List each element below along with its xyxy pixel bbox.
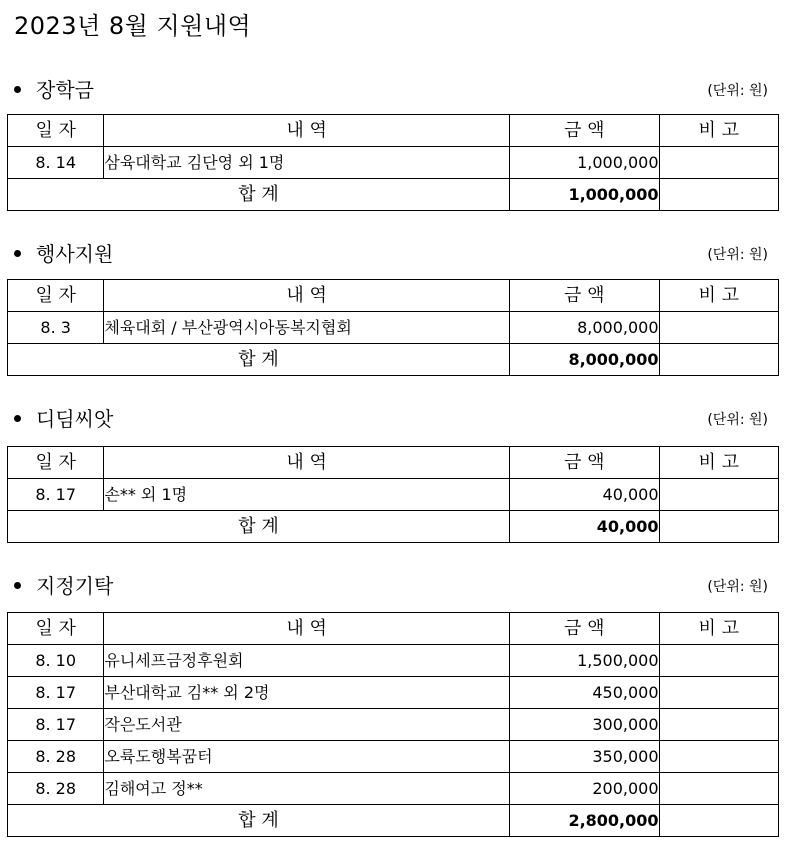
total-amount: 1,000,000 bbox=[509, 179, 659, 211]
support-table bbox=[7, 279, 779, 376]
section-designated-donation bbox=[0, 572, 786, 831]
total-label: 합 계 bbox=[8, 344, 510, 376]
unit-label: (단위: 원) bbox=[707, 247, 768, 263]
unit-label: (단위: 원) bbox=[707, 412, 768, 428]
header-note: 비 고 bbox=[659, 280, 778, 312]
row-note bbox=[659, 709, 778, 741]
support-table bbox=[7, 612, 779, 837]
total-amount: 2,800,000 bbox=[509, 805, 659, 837]
header-desc: 내 역 bbox=[104, 115, 510, 147]
row-desc: 체육대회 / 부산광역시아동복지협회 bbox=[104, 312, 510, 344]
row-amount: 40,000 bbox=[509, 479, 659, 511]
header-note: 비 고 bbox=[659, 447, 778, 479]
row-date: 8. 10 bbox=[8, 645, 104, 677]
section-scholarship bbox=[0, 76, 786, 205]
header-date: 일 자 bbox=[8, 280, 104, 312]
header-date: 일 자 bbox=[8, 447, 104, 479]
header-desc: 내 역 bbox=[104, 447, 510, 479]
total-note bbox=[659, 179, 778, 211]
section-header bbox=[0, 76, 786, 104]
row-amount: 350,000 bbox=[509, 741, 659, 773]
total-row bbox=[8, 805, 779, 837]
section-title: 디딤씨앗 bbox=[36, 407, 114, 431]
table-header-row bbox=[8, 447, 779, 479]
row-note bbox=[659, 312, 778, 344]
total-note bbox=[659, 805, 778, 837]
bullet-icon bbox=[14, 250, 21, 257]
table-row bbox=[8, 312, 779, 344]
row-desc: 손** 외 1명 bbox=[104, 479, 510, 511]
section-title: 행사지원 bbox=[36, 242, 114, 266]
header-date: 일 자 bbox=[8, 613, 104, 645]
row-amount: 1,500,000 bbox=[509, 645, 659, 677]
row-desc: 김해여고 정** bbox=[104, 773, 510, 805]
section-title: 장학금 bbox=[36, 78, 94, 102]
row-note bbox=[659, 479, 778, 511]
row-amount: 8,000,000 bbox=[509, 312, 659, 344]
unit-label: (단위: 원) bbox=[707, 579, 768, 595]
total-label: 합 계 bbox=[8, 511, 510, 543]
total-row bbox=[8, 179, 779, 211]
row-date: 8. 17 bbox=[8, 479, 104, 511]
total-note bbox=[659, 511, 778, 543]
section-didim-seed bbox=[0, 405, 786, 537]
header-amount: 금 액 bbox=[509, 115, 659, 147]
total-row bbox=[8, 511, 779, 543]
row-desc: 작은도서관 bbox=[104, 709, 510, 741]
support-table bbox=[7, 114, 779, 211]
row-note bbox=[659, 645, 778, 677]
section-event-support bbox=[0, 240, 786, 370]
table-header-row bbox=[8, 115, 779, 147]
total-row bbox=[8, 344, 779, 376]
row-desc: 부산대학교 김** 외 2명 bbox=[104, 677, 510, 709]
row-note bbox=[659, 741, 778, 773]
table-row bbox=[8, 709, 779, 741]
bullet-icon bbox=[14, 582, 21, 589]
row-date: 8. 14 bbox=[8, 147, 104, 179]
row-desc: 오륙도행복꿈터 bbox=[104, 741, 510, 773]
row-note bbox=[659, 773, 778, 805]
row-date: 8. 28 bbox=[8, 773, 104, 805]
row-date: 8. 17 bbox=[8, 709, 104, 741]
row-amount: 300,000 bbox=[509, 709, 659, 741]
row-date: 8. 3 bbox=[8, 312, 104, 344]
row-amount: 200,000 bbox=[509, 773, 659, 805]
row-amount: 450,000 bbox=[509, 677, 659, 709]
bullet-icon bbox=[14, 415, 21, 422]
section-title: 지정기탁 bbox=[36, 574, 114, 598]
header-date: 일 자 bbox=[8, 115, 104, 147]
row-note bbox=[659, 147, 778, 179]
table-row bbox=[8, 479, 779, 511]
header-amount: 금 액 bbox=[509, 447, 659, 479]
row-desc: 유니세프금정후원회 bbox=[104, 645, 510, 677]
section-header bbox=[0, 405, 786, 433]
row-note bbox=[659, 677, 778, 709]
row-amount: 1,000,000 bbox=[509, 147, 659, 179]
row-date: 8. 28 bbox=[8, 741, 104, 773]
total-amount: 8,000,000 bbox=[509, 344, 659, 376]
total-label: 합 계 bbox=[8, 805, 510, 837]
total-note bbox=[659, 344, 778, 376]
unit-label: (단위: 원) bbox=[707, 83, 768, 99]
table-row bbox=[8, 645, 779, 677]
header-note: 비 고 bbox=[659, 613, 778, 645]
row-date: 8. 17 bbox=[8, 677, 104, 709]
header-desc: 내 역 bbox=[104, 613, 510, 645]
table-row bbox=[8, 677, 779, 709]
header-desc: 내 역 bbox=[104, 280, 510, 312]
header-amount: 금 액 bbox=[509, 280, 659, 312]
row-desc: 삼육대학교 김단영 외 1명 bbox=[104, 147, 510, 179]
table-header-row bbox=[8, 613, 779, 645]
total-label: 합 계 bbox=[8, 179, 510, 211]
header-amount: 금 액 bbox=[509, 613, 659, 645]
table-row bbox=[8, 147, 779, 179]
table-row bbox=[8, 773, 779, 805]
page-title: 2023년 8월 지원내역 bbox=[14, 12, 252, 40]
table-header-row bbox=[8, 280, 779, 312]
support-table bbox=[7, 446, 779, 543]
header-note: 비 고 bbox=[659, 115, 778, 147]
table-row bbox=[8, 741, 779, 773]
section-header bbox=[0, 240, 786, 268]
section-header bbox=[0, 572, 786, 600]
total-amount: 40,000 bbox=[509, 511, 659, 543]
bullet-icon bbox=[14, 86, 21, 93]
